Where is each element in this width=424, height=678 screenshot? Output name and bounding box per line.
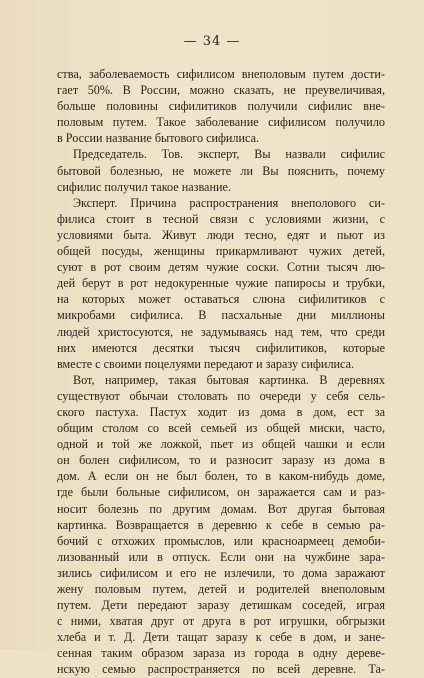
text-line: где были больные сифилисом, он заражается сам и раз-: [57, 485, 385, 500]
text-line: одной и той же ложкой, пьет из общей чашки и если: [57, 437, 385, 452]
text-line: Вот, например, такая бытовая картинка. В деревнях: [73, 372, 385, 387]
text-line: условиями быта. Живут люди тесно, едят и пьют из: [57, 227, 385, 242]
text-line: существуют обычаи столовать по очереди у себя сель-: [57, 388, 385, 403]
text-line: общим столом со всей семьей из общей миски, часто,: [57, 421, 385, 436]
text-line: гает 50%. В России, можно сказать, не преувеличивая,: [57, 83, 385, 98]
text-line: людей христосуются, не задумываясь над тем, что среди: [57, 324, 385, 339]
text-line: больше половины сифилитиков получили сифилис вне-: [57, 99, 385, 114]
text-line: зились сифилисом и его не излечили, то дома заражают: [57, 565, 385, 580]
text-line: дей берут в рот недокуренные чужие папиросы и трубки,: [57, 276, 385, 291]
text-line: жену половым путем, детей и родителей внеполовым: [57, 582, 385, 596]
text-line: Председатель. Тов. эксперт, Вы назвали сифилис: [73, 147, 385, 162]
text-line: бытовой болезнью, не можете ли Вы пояснить, почему: [57, 163, 385, 178]
text-line: общей посуды, женщины прикармливают чужих детей,: [57, 244, 385, 259]
text-line: носит болезнь по другим домам. Вот другая бытовая: [57, 501, 385, 516]
text-line: суют в рот своим детям чужие соски. Сотни тысяч лю-: [57, 260, 385, 275]
text-line: бочий с отхожих промыслов, или красноармеец демоби-: [57, 533, 385, 548]
text-line: путем. Дети передают заразу детишкам соседей, играя: [57, 598, 385, 613]
text-line: сифилис получил такое название.: [57, 179, 231, 194]
text-line: половым путем. Такое заболевание сифилисом получило: [57, 115, 385, 130]
text-line: сенная таким образом зараза из города в одну дереве-: [57, 646, 385, 661]
text-line: Эксперт. Причина распространения внеполового си-: [73, 195, 385, 210]
text-line: картинка. Возвращается в деревню к себе в семью ра-: [57, 517, 385, 532]
text-line: нскую семью распространяется по всей деревне. Та-: [57, 662, 385, 677]
text-line: лизованный или в отпуск. Если они на чужбине зара-: [57, 549, 385, 564]
body-text: [57, 66, 385, 678]
text-line: он болен сифилисом, то и разносит заразу из дома в: [57, 453, 385, 468]
text-line: дом. А если он не был болен, то в каком-нибудь доме,: [57, 469, 385, 484]
text-line: хлеба и т. Д. Дети тащат заразу к себе в дом, и зане-: [57, 630, 385, 645]
text-line: ского пастуха. Пастух ходит из дома в дом, ест за: [57, 404, 385, 419]
text-line: вместе с своими поцелуями передают и заразу сифилиса.: [57, 356, 355, 371]
text-line: с ними, хватая друг от друга в рот игрушки, обгрызки: [57, 614, 385, 629]
text-line: ства, заболеваемость сифилисом внеполовым путем дости-: [57, 67, 385, 81]
text-line: микробами сифилиса. В пасхальные дни миллионы: [57, 308, 385, 323]
text-line: в России название бытового сифилиса.: [57, 131, 260, 146]
text-line: них имеются десятки тысяч сифилитиков, которые: [57, 340, 385, 355]
page-number: — 34 —: [183, 34, 241, 49]
text-line: филиса стоит в тесной связи с условиями жизни, с: [57, 211, 385, 226]
text-line: на которых может оставаться слюна сифилитиков с: [57, 292, 385, 307]
